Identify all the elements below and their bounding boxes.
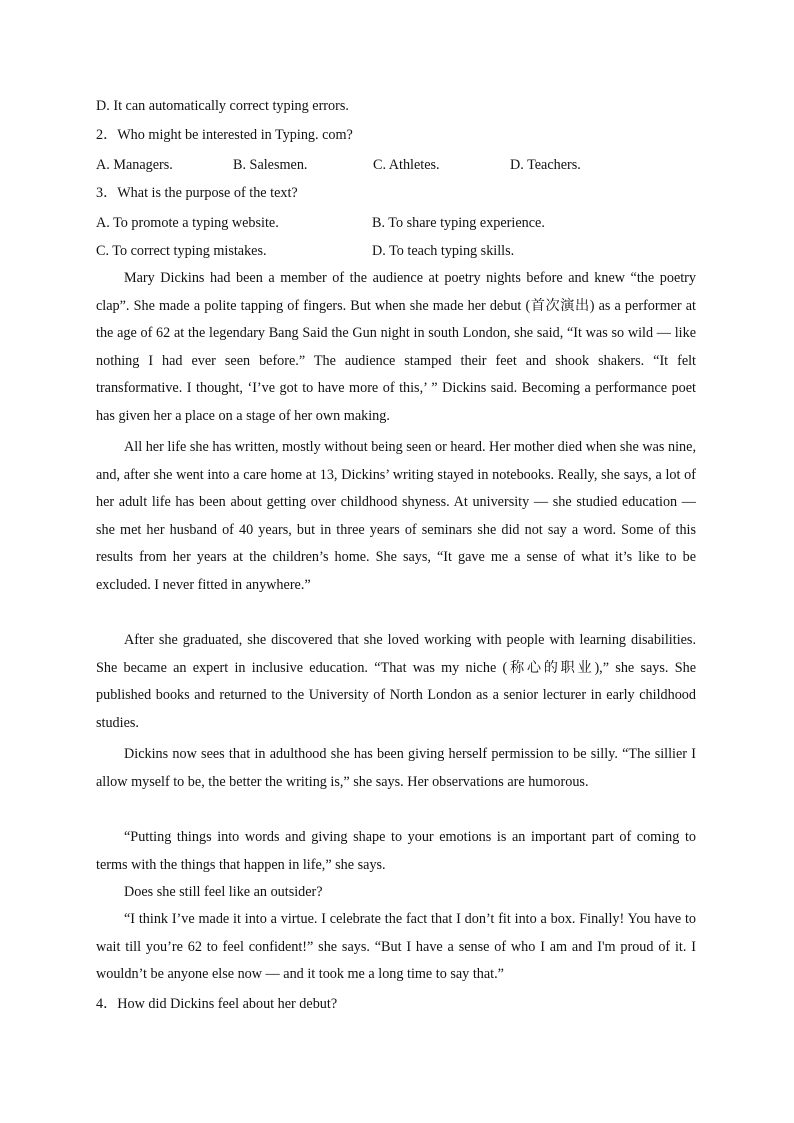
passage-paragraph-1: Mary Dickins had been a member of the audience at poetry nights before and knew “the poetry clap”. She made a polite tapping of fingers. But when she made her debut (首次演出) as a performer at the age of 62 at the legendary Bang Said the Gun night in south London, she said, “It was so wild — like nothing I had ever seen before.” The audience stamped their feet and shook shakers. “It felt transformative. I thought, ‘I’ve got to have more of this,’ ” Dickins said. Becoming a performance poet has given her a place on a stage of her own making.	[96, 270, 696, 424]
passage-paragraph-7: “I think I’ve made it into a virtue. I celebrate the fact that I don’t fit into a box. Finally! You have to wait till you’re 62 to feel confident!” she says. “But I have a sense of who I am and I'm proud of it. I wouldn’t be anyone else now — and it took me a long time to say that.”	[96, 911, 696, 982]
q3-option-d: D. To teach typing skills.	[372, 243, 515, 259]
q3-option-b: B. To share typing experience.	[372, 215, 545, 231]
q2-option-a: A. Managers.	[96, 157, 173, 173]
q3-stem: 3．What is the purpose of the text?	[96, 185, 298, 201]
passage-paragraph-4: Dickins now sees that in adulthood she has been giving herself permission to be silly. “The sillier I allow myself to be, the better the writing is,” she says. Her observations are humorous.	[96, 746, 696, 790]
q2-option-d: D. Teachers.	[510, 157, 581, 173]
passage-paragraph-2: All her life she has written, mostly without being seen or heard. Her mother died when she was nine, and, after she went into a care home at 13, Dickins’ writing stayed in notebooks. Really, she says, a lot of her adult life has been about getting over childhood shyness. At university — she studied education — she met her husband of 40 years, but in three years of seminars she did not say a word. Some of this results from her years at the children’s home. She says, “It gave me a sense of what it’s like to be excluded. I never fitted in anywhere.”	[96, 439, 696, 593]
q3-option-c: C. To correct typing mistakes.	[96, 243, 267, 259]
passage-paragraph-5: “Putting things into words and giving shape to your emotions is an important part of coming to terms with the things that happen in life,” she says.	[96, 829, 696, 873]
q2-option-b: B. Salesmen.	[233, 157, 308, 173]
q2-stem: 2．Who might be interested in Typing. com?	[96, 127, 353, 143]
passage-paragraph-6: Does she still feel like an outsider?	[124, 884, 323, 900]
q1-option-d: D. It can automatically correct typing errors.	[96, 98, 349, 114]
q2-option-c: C. Athletes.	[373, 157, 440, 173]
q3-option-a: A. To promote a typing website.	[96, 215, 279, 231]
q4-stem: 4．How did Dickins feel about her debut?	[96, 996, 338, 1012]
passage-paragraph-3: After she graduated, she discovered that she loved working with people with learning disabilities. She became an expert in inclusive education. “That was my niche (称心的职业),” she says. She published books and returned to the University of North London as a senior lecturer in early childhood studies.	[96, 632, 696, 731]
